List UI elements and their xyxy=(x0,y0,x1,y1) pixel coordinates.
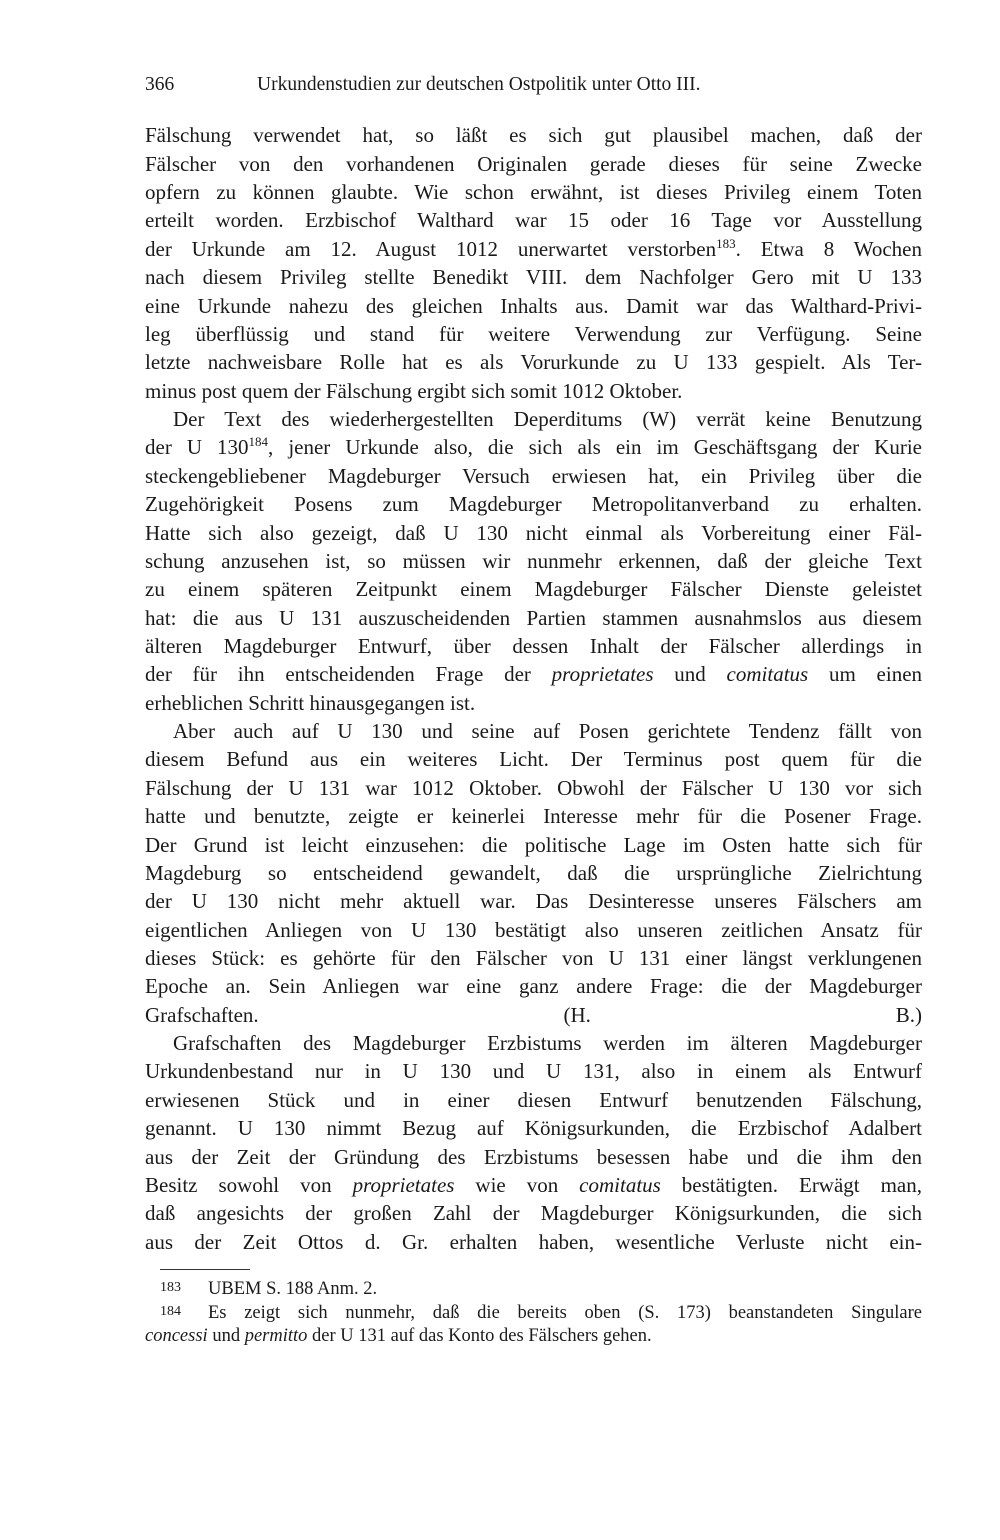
footnote-ref-183: 183 xyxy=(716,236,736,251)
italic-term: proprietates xyxy=(352,1173,455,1197)
text-line: eigentlichen Anliegen von U 130 bestätigt also unseren zeitlichen Ansatz für xyxy=(145,918,922,942)
footnote-183: 183 UBEM S. 188 Anm. 2. xyxy=(160,1276,922,1300)
text-line: eine Urkunde nahezu des gleichen Inhalts aus. Damit war das Walthard-Privi- xyxy=(145,294,922,318)
text-line: hat: die aus U 131 auszuscheidenden Partien stammen ausnahmslos aus diesem xyxy=(145,606,922,630)
text-line: der für ihn entscheidenden Frage der proprietates und comitatus um einen xyxy=(145,662,922,686)
text-line: der Urkunde am 12. August 1012 unerwartet verstorben$^{183}$. Etwa 8 Wochen xyxy=(145,236,922,261)
italic-term: proprietates xyxy=(551,662,654,686)
running-header xyxy=(145,72,935,98)
text-line: älteren Magdeburger Entwurf, über dessen Inhalt der Fälscher allerdings in xyxy=(145,634,922,658)
text-line: Der Text des wiederhergestellten Deperditums (W) verrät keine Benutzung xyxy=(173,407,922,431)
text-line: Zugehörigkeit Posens zum Magdeburger Metropolitanverband zu erhalten. xyxy=(145,492,922,516)
author-initials: (H. B.) xyxy=(563,1003,922,1027)
text-line: erheblichen Schritt hinausgegangen ist. xyxy=(145,691,476,715)
text-line: erwiesenen Stück und in einer diesen Entwurf benutzenden Fälschung, xyxy=(145,1088,922,1112)
footnote-number: 183 xyxy=(160,1280,181,1295)
text-line: Besitz sowohl von proprietates wie von comitatus bestätigten. Erwägt man, xyxy=(145,1173,922,1197)
text-line: schung anzusehen ist, so müssen wir nunmehr erkennen, daß der gleiche Text xyxy=(145,549,922,573)
footnote-rule xyxy=(160,1269,250,1270)
text-line: opfern zu können glaubte. Wie schon erwähnt, ist dieses Privileg einem Toten xyxy=(145,180,922,204)
text-line: genannt. U 130 nimmt Bezug auf Königsurkunden, die Erzbischof Adalbert xyxy=(145,1116,922,1140)
text-line: Aber auch auf U 130 und seine auf Posen gerichtete Tendenz fällt von xyxy=(173,719,922,743)
text-line: daß angesichts der großen Zahl der Magdeburger Königsurkunden, die sich xyxy=(145,1201,922,1225)
footnote-ref-184: 184 xyxy=(248,434,269,449)
italic-term: comitatus xyxy=(579,1173,661,1197)
text-line: diesem Befund aus ein weiteres Licht. Der Terminus post quem für die xyxy=(145,747,922,771)
text-line: dieses Stück: es gehörte für den Fälscher von U 131 einer längst verklungenen xyxy=(145,946,922,970)
text-line: Grafschaften. (H. B.) xyxy=(145,1003,922,1027)
text-line: Magdeburg so entscheidend gewandelt, daß die ursprüngliche Zielrichtung xyxy=(145,861,922,885)
text-line: Fälschung verwendet hat, so läßt es sich gut plausibel machen, daß der xyxy=(145,123,922,147)
text-line: hatte und benutzte, zeigte er keinerlei Interesse mehr für die Posener Frage. xyxy=(145,804,922,828)
text-line: Fälschung der U 131 war 1012 Oktober. Obwohl der Fälscher U 130 vor sich xyxy=(145,776,922,800)
text-line: aus der Zeit der Gründung des Erzbistums besessen habe und die ihm den xyxy=(145,1145,922,1169)
running-title: Urkundenstudien zur deutschen Ostpolitik unter Otto III. xyxy=(257,74,701,95)
text-line: Urkundenbestand nur in U 130 und U 131, also in einem als Entwurf xyxy=(145,1059,922,1083)
footnote-184: 184 Es zeigt sich nunmehr, daß die bereits oben (S. 173) beanstandeten Singulare xyxy=(160,1300,922,1324)
text-line: letzte nachweisbare Rolle hat es als Vorurkunde zu U 133 gespielt. Als Ter- xyxy=(145,350,922,374)
text-line: erteilt worden. Erzbischof Walthard war 15 oder 16 Tage vor Ausstellung xyxy=(145,208,922,232)
text-line: Der Grund ist leicht einzusehen: die politische Lage im Osten hatte sich für xyxy=(145,833,922,857)
text-line: nach diesem Privileg stellte Benedikt VIII. dem Nachfolger Gero mit U 133 xyxy=(145,265,922,289)
text-line: Grafschaften des Magdeburger Erzbistums werden im älteren Magdeburger xyxy=(173,1031,922,1055)
footnote-184-line2: concessi und permitto der U 131 auf das Konto des Fälschers gehen. xyxy=(145,1326,652,1346)
text-line: aus der Zeit Ottos d. Gr. erhalten haben, wesentliche Verluste nicht ein- xyxy=(145,1230,922,1254)
text-line: leg überflüssig und stand für weitere Verwendung zur Verfügung. Seine xyxy=(145,322,922,346)
text-line: minus post quem der Fälschung ergibt sich somit 1012 Oktober. xyxy=(145,379,683,403)
text-line: der U 130$^{184}$, jener Urkunde also, die sich als ein im Geschäftsgang der Kurie xyxy=(145,434,922,459)
text-line: Epoche an. Sein Anliegen war eine ganz andere Frage: die der Magdeburger xyxy=(145,974,922,998)
text-line: der U 130 nicht mehr aktuell war. Das Desinteresse unseres Fälschers am xyxy=(145,889,922,913)
text-line: Hatte sich also gezeigt, daß U 130 nicht einmal als Vorbereitung einer Fäl- xyxy=(145,521,922,545)
text-line: Fälscher von den vorhandenen Originalen gerade dieses für seine Zwecke xyxy=(145,152,922,176)
page-number: 366 xyxy=(145,74,175,95)
italic-term: comitatus xyxy=(726,662,809,686)
footnote-number: 184 xyxy=(160,1304,181,1319)
text-line: zu einem späteren Zeitpunkt einem Magdeburger Fälscher Dienste geleistet xyxy=(145,577,922,601)
text-line: steckengebliebener Magdeburger Versuch erwiesen hat, ein Privileg über die xyxy=(145,464,922,488)
